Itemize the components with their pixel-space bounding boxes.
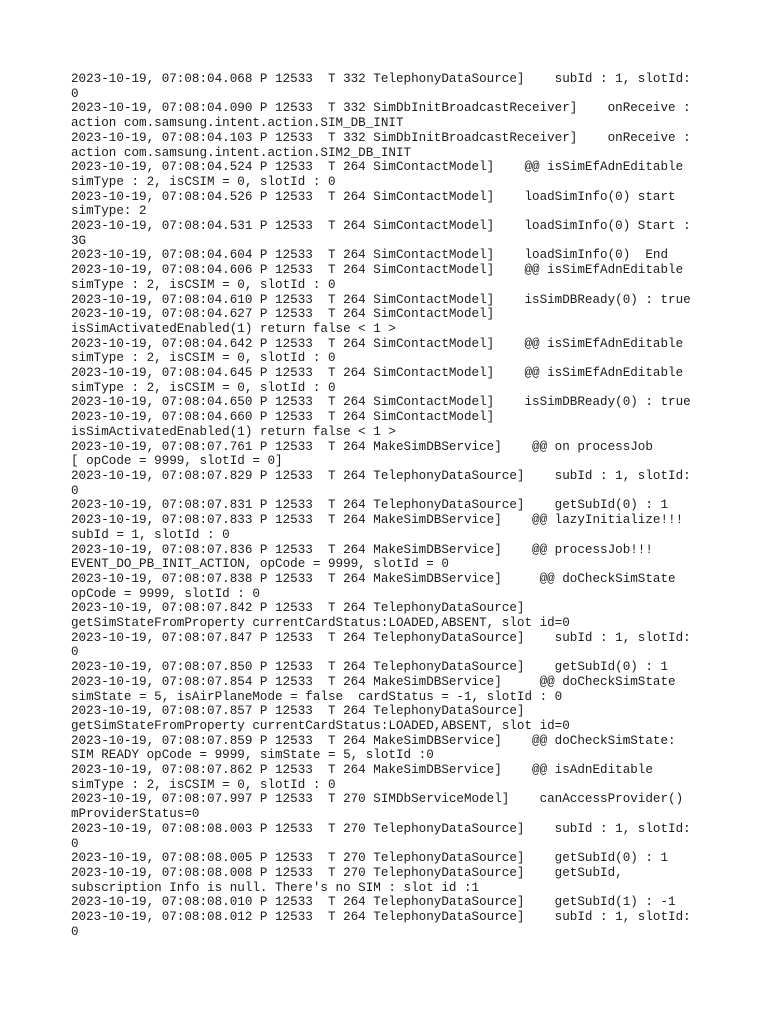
log-line: 2023-10-19, 07:08:07.761 P 12533 T 264 MakeSimDBService] @@ on processJob [71, 439, 653, 454]
log-line: 2023-10-19, 07:08:07.833 P 12533 T 264 MakeSimDBService] @@ lazyInitialize!!! [71, 513, 684, 528]
log-line: 2023-10-19, 07:08:04.604 P 12533 T 264 SimContactModel] loadSimInfo(0) End [71, 248, 669, 263]
log-line: 2023-10-19, 07:08:07.831 P 12533 T 264 TelephonyDataSource] getSubId(0) : 1 [71, 498, 669, 513]
log-line: 3G [71, 233, 87, 248]
log-line: 2023-10-19, 07:08:04.531 P 12533 T 264 SimContactModel] loadSimInfo(0) Start : [71, 219, 691, 234]
log-line: EVENT_DO_PB_INIT_ACTION, opCode = 9999, slotId = 0 [71, 557, 449, 572]
log-line: simType : 2, isCSIM = 0, slotId : 0 [71, 777, 336, 792]
log-line: 2023-10-19, 07:08:07.842 P 12533 T 264 TelephonyDataSource] [71, 601, 525, 616]
log-line: 2023-10-19, 07:08:08.008 P 12533 T 270 TelephonyDataSource] getSubId, [71, 865, 623, 880]
log-line: simType : 2, isCSIM = 0, slotId : 0 [71, 277, 336, 292]
log-line: 2023-10-19, 07:08:08.003 P 12533 T 270 TelephonyDataSource] subId : 1, slotId: [71, 821, 691, 836]
log-line: 2023-10-19, 07:08:07.850 P 12533 T 264 TelephonyDataSource] getSubId(0) : 1 [71, 660, 669, 675]
log-line: 2023-10-19, 07:08:04.627 P 12533 T 264 SimContactModel] [71, 307, 495, 322]
log-line: 2023-10-19, 07:08:07.854 P 12533 T 264 MakeSimDBService] @@ doCheckSimState [71, 674, 676, 689]
log-line: subscription Info is null. There's no SIM : slot id :1 [71, 880, 480, 895]
log-document [71, 72, 701, 939]
log-line: isSimActivatedEnabled(1) return false < 1 > [71, 321, 396, 336]
log-line: 2023-10-19, 07:08:04.645 P 12533 T 264 SimContactModel] @@ isSimEfAdnEditable [71, 366, 684, 381]
log-line: 2023-10-19, 07:08:07.829 P 12533 T 264 TelephonyDataSource] subId : 1, slotId: [71, 468, 691, 483]
log-line: simType : 2, isCSIM = 0, slotId : 0 [71, 380, 336, 395]
log-line: 2023-10-19, 07:08:04.606 P 12533 T 264 SimContactModel] @@ isSimEfAdnEditable [71, 263, 684, 278]
log-line: 2023-10-19, 07:08:07.997 P 12533 T 270 SIMDbServiceModel] canAccessProvider() [71, 792, 684, 807]
log-line: 2023-10-19, 07:08:08.010 P 12533 T 264 TelephonyDataSource] getSubId(1) : -1 [71, 895, 676, 910]
log-line: isSimActivatedEnabled(1) return false < 1 > [71, 424, 396, 439]
log-line: simType : 2, isCSIM = 0, slotId : 0 [71, 174, 336, 189]
log-line: opCode = 9999, slotId : 0 [71, 586, 260, 601]
log-line: getSimStateFromProperty currentCardStatus:LOADED,ABSENT, slot id=0 [71, 718, 570, 733]
log-line: 2023-10-19, 07:08:04.526 P 12533 T 264 SimContactModel] loadSimInfo(0) start [71, 189, 676, 204]
log-line: 2023-10-19, 07:08:04.090 P 12533 T 332 SimDbInitBroadcastReceiver] onReceive : [71, 101, 691, 116]
log-line: 0 [71, 483, 79, 498]
log-line: 2023-10-19, 07:08:07.859 P 12533 T 264 MakeSimDBService] @@ doCheckSimState: [71, 733, 676, 748]
log-line: [ opCode = 9999, slotId = 0] [71, 454, 283, 469]
log-line: 0 [71, 645, 79, 660]
log-line: action com.samsung.intent.action.SIM_DB_INIT [71, 116, 404, 131]
log-line: 2023-10-19, 07:08:07.862 P 12533 T 264 MakeSimDBService] @@ isAdnEditable [71, 763, 653, 778]
log-line: simType: 2 [71, 204, 147, 219]
log-line: 2023-10-19, 07:08:04.610 P 12533 T 264 SimContactModel] isSimDBReady(0) : true [71, 292, 691, 307]
log-line: 2023-10-19, 07:08:04.068 P 12533 T 332 TelephonyDataSource] subId : 1, slotId: [71, 72, 691, 86]
log-line: 2023-10-19, 07:08:04.642 P 12533 T 264 SimContactModel] @@ isSimEfAdnEditable [71, 336, 684, 351]
log-line: 2023-10-19, 07:08:07.847 P 12533 T 264 TelephonyDataSource] subId : 1, slotId: [71, 630, 691, 645]
log-line: SIM READY opCode = 9999, simState = 5, slotId :0 [71, 748, 434, 763]
log-line: 2023-10-19, 07:08:07.857 P 12533 T 264 TelephonyDataSource] [71, 704, 525, 719]
log-line: 0 [71, 836, 79, 851]
log-line: 2023-10-19, 07:08:04.660 P 12533 T 264 SimContactModel] [71, 410, 495, 425]
log-line: simState = 5, isAirPlaneMode = false cardStatus = -1, slotId : 0 [71, 689, 563, 704]
log-line: 2023-10-19, 07:08:08.012 P 12533 T 264 TelephonyDataSource] subId : 1, slotId: [71, 910, 691, 925]
log-line: 2023-10-19, 07:08:04.524 P 12533 T 264 SimContactModel] @@ isSimEfAdnEditable [71, 160, 684, 175]
log-line: 0 [71, 924, 79, 939]
log-line: 2023-10-19, 07:08:08.005 P 12533 T 270 TelephonyDataSource] getSubId(0) : 1 [71, 851, 669, 866]
log-line: 2023-10-19, 07:08:04.103 P 12533 T 332 SimDbInitBroadcastReceiver] onReceive : [71, 130, 691, 145]
log-line: subId = 1, slotId : 0 [71, 527, 230, 542]
log-line: 0 [71, 86, 79, 101]
log-line: action com.samsung.intent.action.SIM2_DB_INIT [71, 145, 412, 160]
log-line: getSimStateFromProperty currentCardStatus:LOADED,ABSENT, slot id=0 [71, 616, 570, 631]
log-line: mProviderStatus=0 [71, 807, 200, 822]
log-line: 2023-10-19, 07:08:07.838 P 12533 T 264 MakeSimDBService] @@ doCheckSimState [71, 571, 676, 586]
log-line: 2023-10-19, 07:08:04.650 P 12533 T 264 SimContactModel] isSimDBReady(0) : true [71, 395, 691, 410]
log-line: 2023-10-19, 07:08:07.836 P 12533 T 264 MakeSimDBService] @@ processJob!!! [71, 542, 653, 557]
log-line: simType : 2, isCSIM = 0, slotId : 0 [71, 351, 336, 366]
